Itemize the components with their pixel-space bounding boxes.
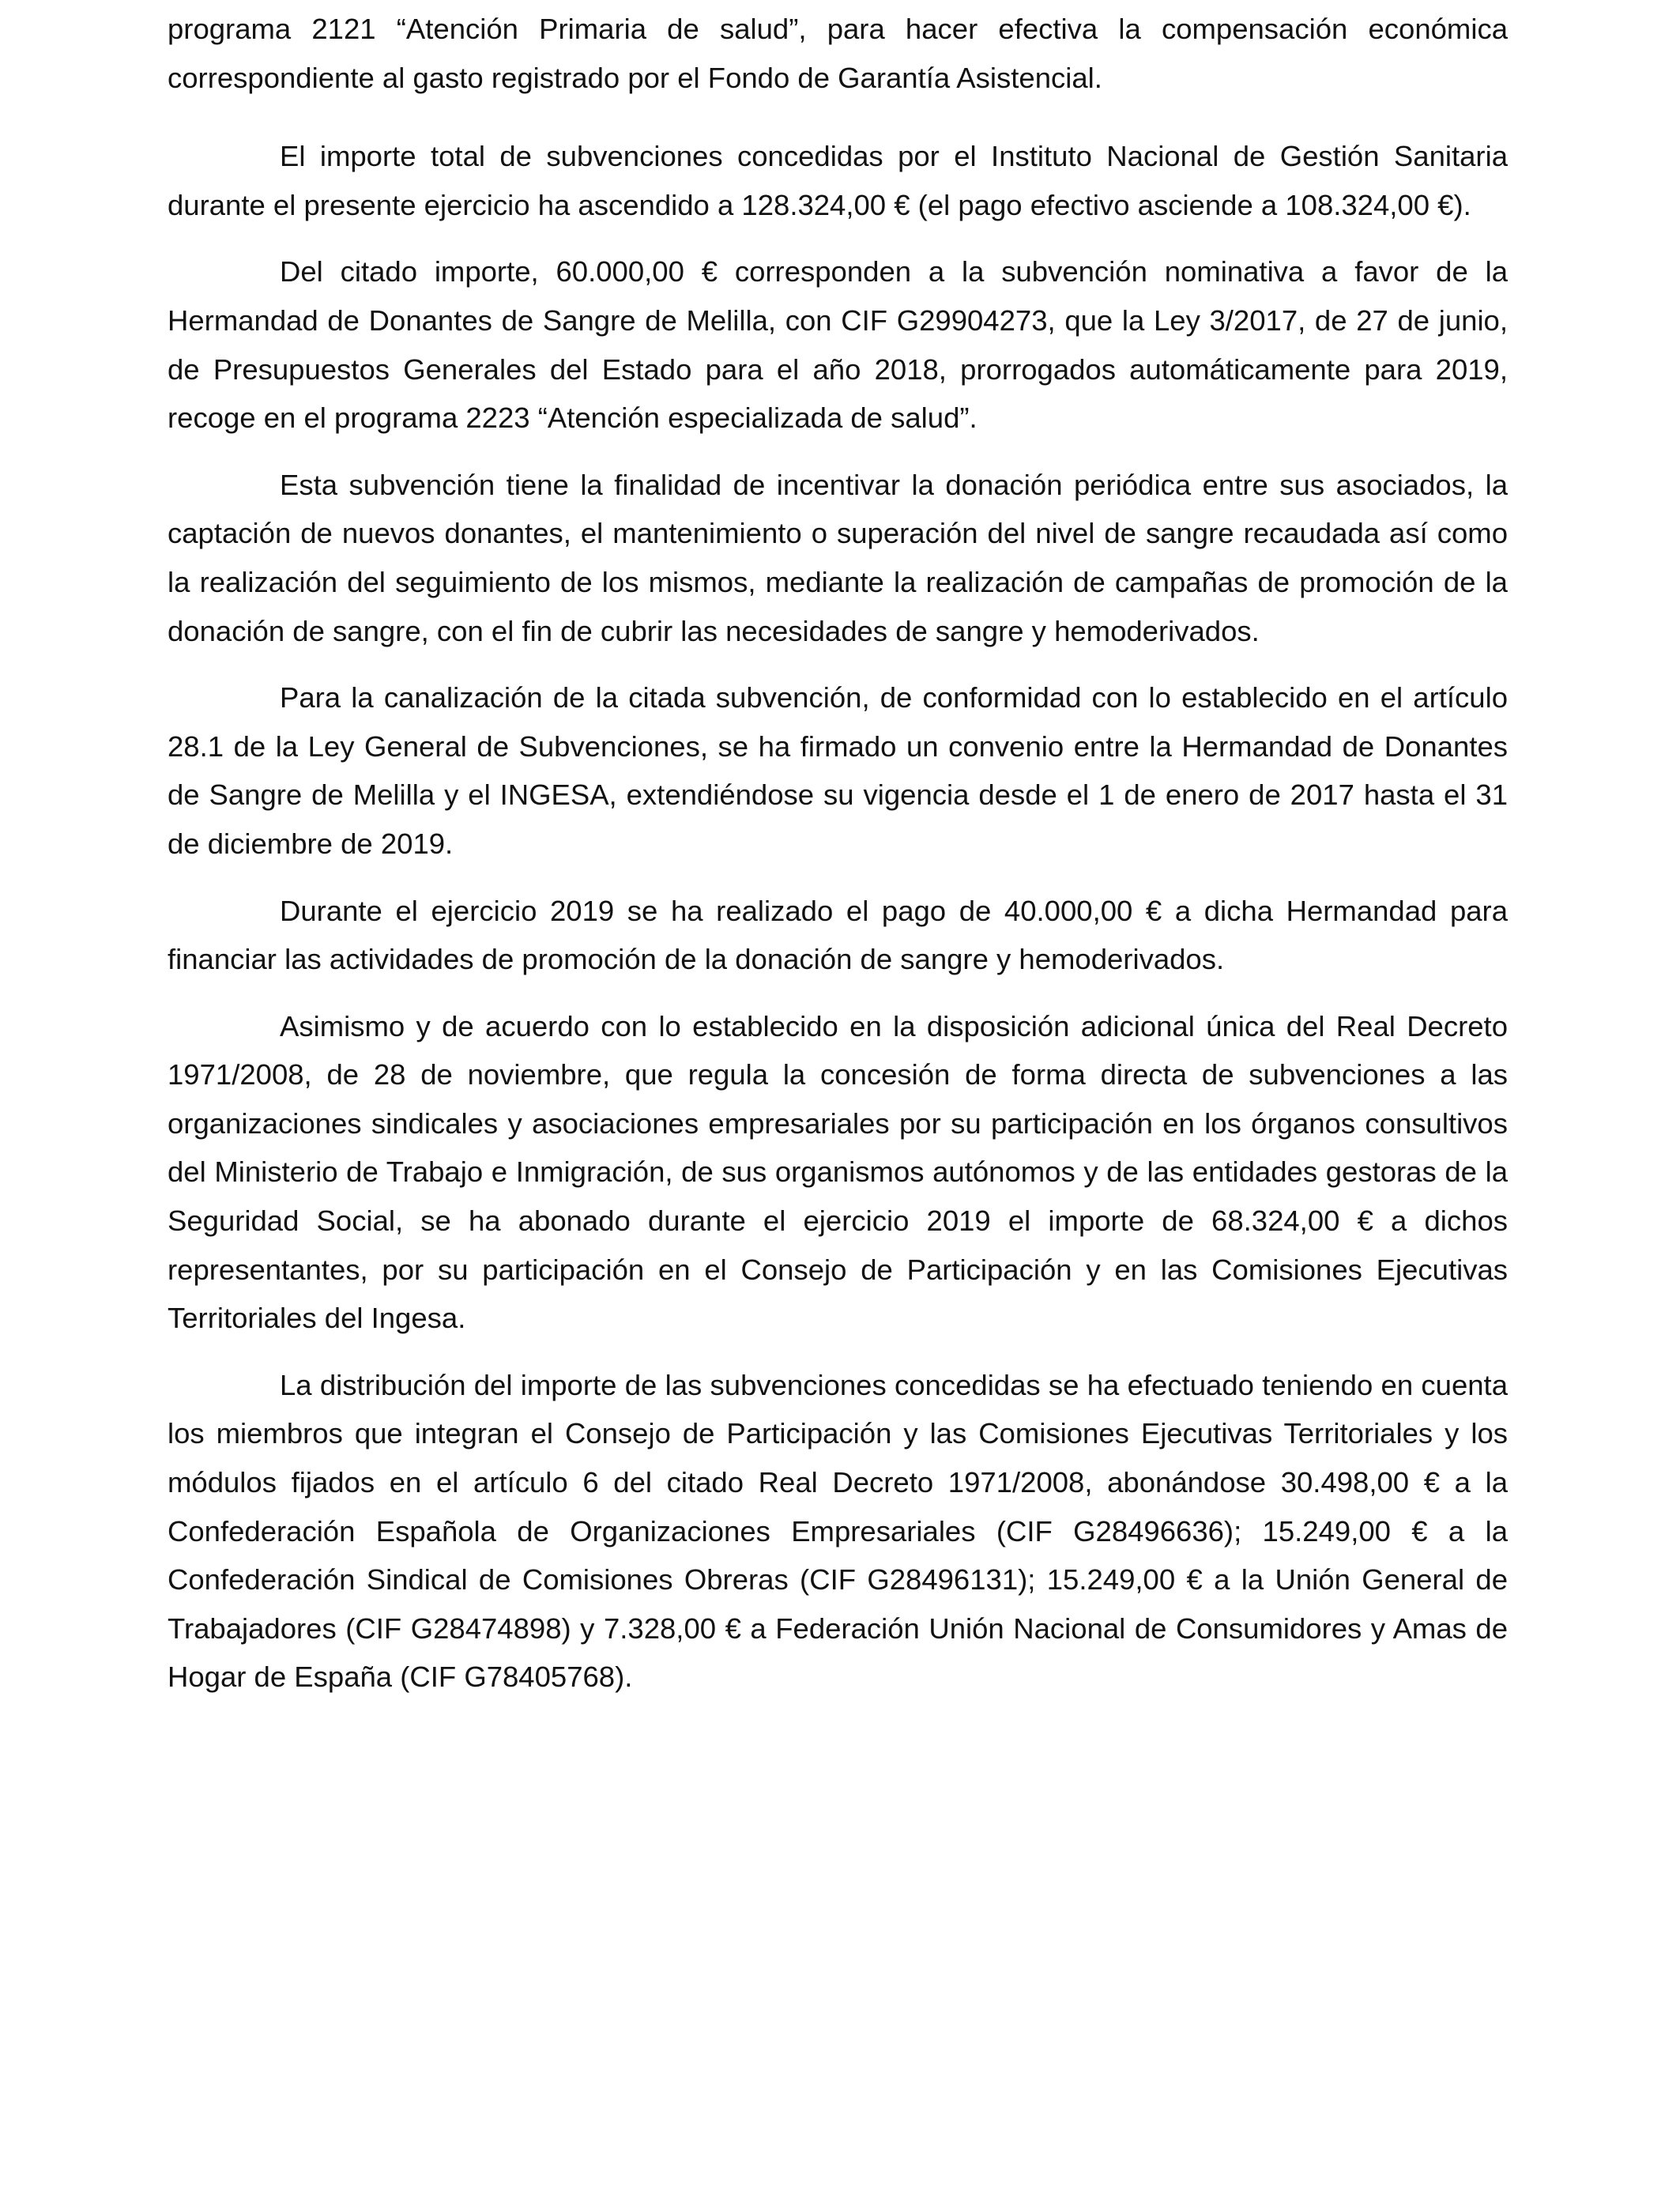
paragraph-payment-2019: Durante el ejercicio 2019 se ha realizado el pago de 40.000,00 € a dicha Hermandad para financiar las actividades de promoción de la donación de sangre y hemoderivados. — [168, 894, 1508, 976]
paragraph-distribution: La distribución del importe de las subvenciones concedidas se ha efectuado teniendo en cuenta los miembros que integran el Consejo de Participación y las Comisiones Ejecutivas Territoriales y los módulos fijados en el artículo 6 del citado Real Decreto 1971/2008, abonándose 30.498,00 € a la Confederación Española de Organizaciones Empresariales (CIF G28496636); 15.249,00 € a la Confederación Sindical de Comisiones Obreras (CIF G28496131); 15.249,00 € a la Unión General de Trabajadores (CIF G28474898) y 7.328,00 € a Federación Unión Nacional de Consumidores y Amas de Hogar de España (CIF G78405768). — [168, 1368, 1508, 1694]
paragraph-continuation: programa 2121 “Atención Primaria de salud”, para hacer efectiva la compensación económica correspondiente al gasto registrado por el Fondo de Garantía Asistencial. — [168, 13, 1508, 94]
paragraph-total-subsidies: El importe total de subvenciones concedidas por el Instituto Nacional de Gestión Sanitaria durante el presente ejercicio ha ascendido a 128.324,00 € (el pago efectivo asciende a 108.324,00 €). — [168, 140, 1508, 221]
paragraph-royal-decree: Asimismo y de acuerdo con lo establecido en la disposición adicional única del Real Decreto 1971/2008, de 28 de noviembre, que regula la concesión de forma directa de subvenciones a las organizaciones sindicales y asociaciones empresariales por su participación en los órganos consultivos del Ministerio de Trabajo e Inmigración, de sus organismos autónomos y de las entidades gestoras de la Seguridad Social, se ha abonado durante el ejercicio 2019 el importe de 68.324,00 € a dichos representantes, por su participación en el Consejo de Participación y en las Comisiones Ejecutivas Territoriales del Ingesa. — [168, 1009, 1508, 1335]
paragraph-agreement: Para la canalización de la citada subvención, de conformidad con lo establecido en el artículo 28.1 de la Ley General de Subvenciones, se ha firmado un convenio entre la Hermandad de Donantes de Sangre de Melilla y el INGESA, extendiéndose su vigencia desde el 1 de enero de 2017 hasta el 31 de diciembre de 2019. — [168, 681, 1508, 860]
document-body — [168, 5, 1508, 1720]
paragraph-nominative-subsidy: Del citado importe, 60.000,00 € corresponden a la subvención nominativa a favor de la Hermandad de Donantes de Sangre de Melilla, con CIF G29904273, que la Ley 3/2017, de 27 de junio, de Presupuestos Generales del Estado para el año 2018, prorrogados automáticamente para 2019, recoge en el programa 2223 “Atención especializada de salud”. — [168, 255, 1508, 435]
paragraph-subsidy-purpose: Esta subvención tiene la finalidad de incentivar la donación periódica entre sus asociados, la captación de nuevos donantes, el mantenimiento o superación del nivel de sangre recaudada así como la realización del seguimiento de los mismos, mediante la realización de campañas de promoción de la donación de sangre, con el fin de cubrir las necesidades de sangre y hemoderivados. — [168, 468, 1508, 647]
